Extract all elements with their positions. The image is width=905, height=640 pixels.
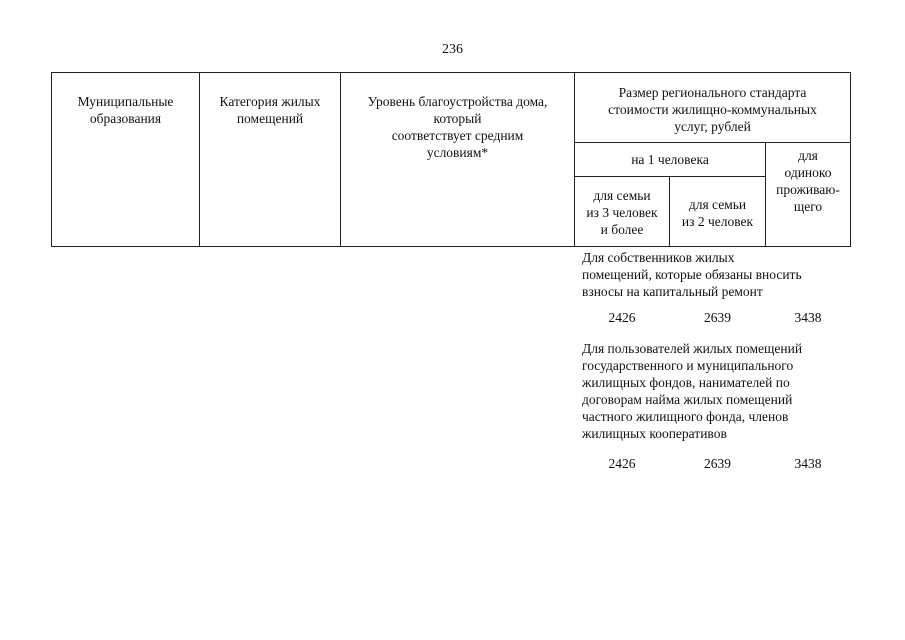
values-row-users bbox=[574, 455, 854, 473]
value-family-2: 2639 bbox=[704, 456, 731, 471]
header-premises-category bbox=[199, 72, 341, 247]
header-family3-line-3: и более bbox=[600, 222, 644, 237]
header-level-line-4: условиям* bbox=[426, 145, 489, 160]
value-family-3-plus: 2426 bbox=[608, 310, 636, 325]
header-single-line-2: одиноко bbox=[784, 165, 832, 180]
header-family3-line-2: из 3 человек bbox=[586, 205, 658, 220]
header-regional-standard bbox=[574, 72, 851, 143]
value-family-3-plus: 2426 bbox=[608, 456, 636, 471]
group-owners-line-3: взносы на капитальный ремонт bbox=[582, 284, 763, 299]
group-users-line-4: договорам найма жилых помещений bbox=[582, 392, 793, 407]
header-family-3-plus bbox=[574, 176, 670, 247]
group-users-line-2: государственного и муниципального bbox=[582, 358, 794, 373]
value-single-resident: 3438 bbox=[794, 310, 822, 325]
value-family-2: 2639 bbox=[704, 310, 731, 325]
header-single-line-4: щего bbox=[793, 199, 823, 214]
header-per-person-label: на 1 человека bbox=[631, 152, 709, 167]
header-category-line-1: Категория жилых bbox=[219, 94, 321, 109]
group-heading-users bbox=[582, 340, 852, 442]
page-number: 236 bbox=[442, 42, 463, 57]
header-level-line-1: Уровень благоустройства дома, bbox=[367, 94, 548, 109]
header-family2-line-2: из 2 человек bbox=[681, 214, 754, 229]
header-family-2 bbox=[669, 176, 766, 247]
header-standard-line-3: услуг, рублей bbox=[674, 119, 751, 134]
header-municipal-line-1: Муниципальные bbox=[77, 94, 174, 109]
group-users-line-5: частного жилищного фонда, членов bbox=[582, 409, 789, 424]
header-municipal-entities bbox=[51, 72, 200, 247]
header-family3-line-1: для семьи bbox=[593, 188, 651, 203]
group-users-line-1: Для пользователей жилых помещений bbox=[582, 341, 803, 356]
group-heading-owners bbox=[582, 249, 852, 300]
value-single-resident: 3438 bbox=[794, 456, 822, 471]
header-level-line-3: соответствует средним bbox=[391, 128, 524, 143]
header-per-person bbox=[574, 142, 766, 177]
header-single-resident bbox=[765, 142, 851, 247]
header-municipal-line-2: образования bbox=[89, 111, 162, 126]
values-row-owners bbox=[574, 309, 854, 327]
header-standard-line-2: стоимости жилищно-коммунальных bbox=[608, 102, 817, 117]
group-users-line-3: жилищных фондов, нанимателей по bbox=[582, 375, 790, 390]
header-standard-line-1: Размер регионального стандарта bbox=[618, 85, 807, 100]
header-single-line-1: для bbox=[798, 148, 818, 163]
header-level-line-2: который bbox=[433, 111, 482, 126]
group-users-line-6: жилищных кооперативов bbox=[582, 426, 727, 441]
header-category-line-2: помещений bbox=[236, 111, 304, 126]
group-owners-line-1: Для собственников жилых bbox=[582, 250, 735, 265]
header-single-line-3: проживаю- bbox=[776, 182, 840, 197]
group-owners-line-2: помещений, которые обязаны вносить bbox=[582, 267, 802, 282]
header-amenity-level bbox=[340, 72, 575, 247]
header-family2-line-1: для семьи bbox=[688, 197, 747, 212]
